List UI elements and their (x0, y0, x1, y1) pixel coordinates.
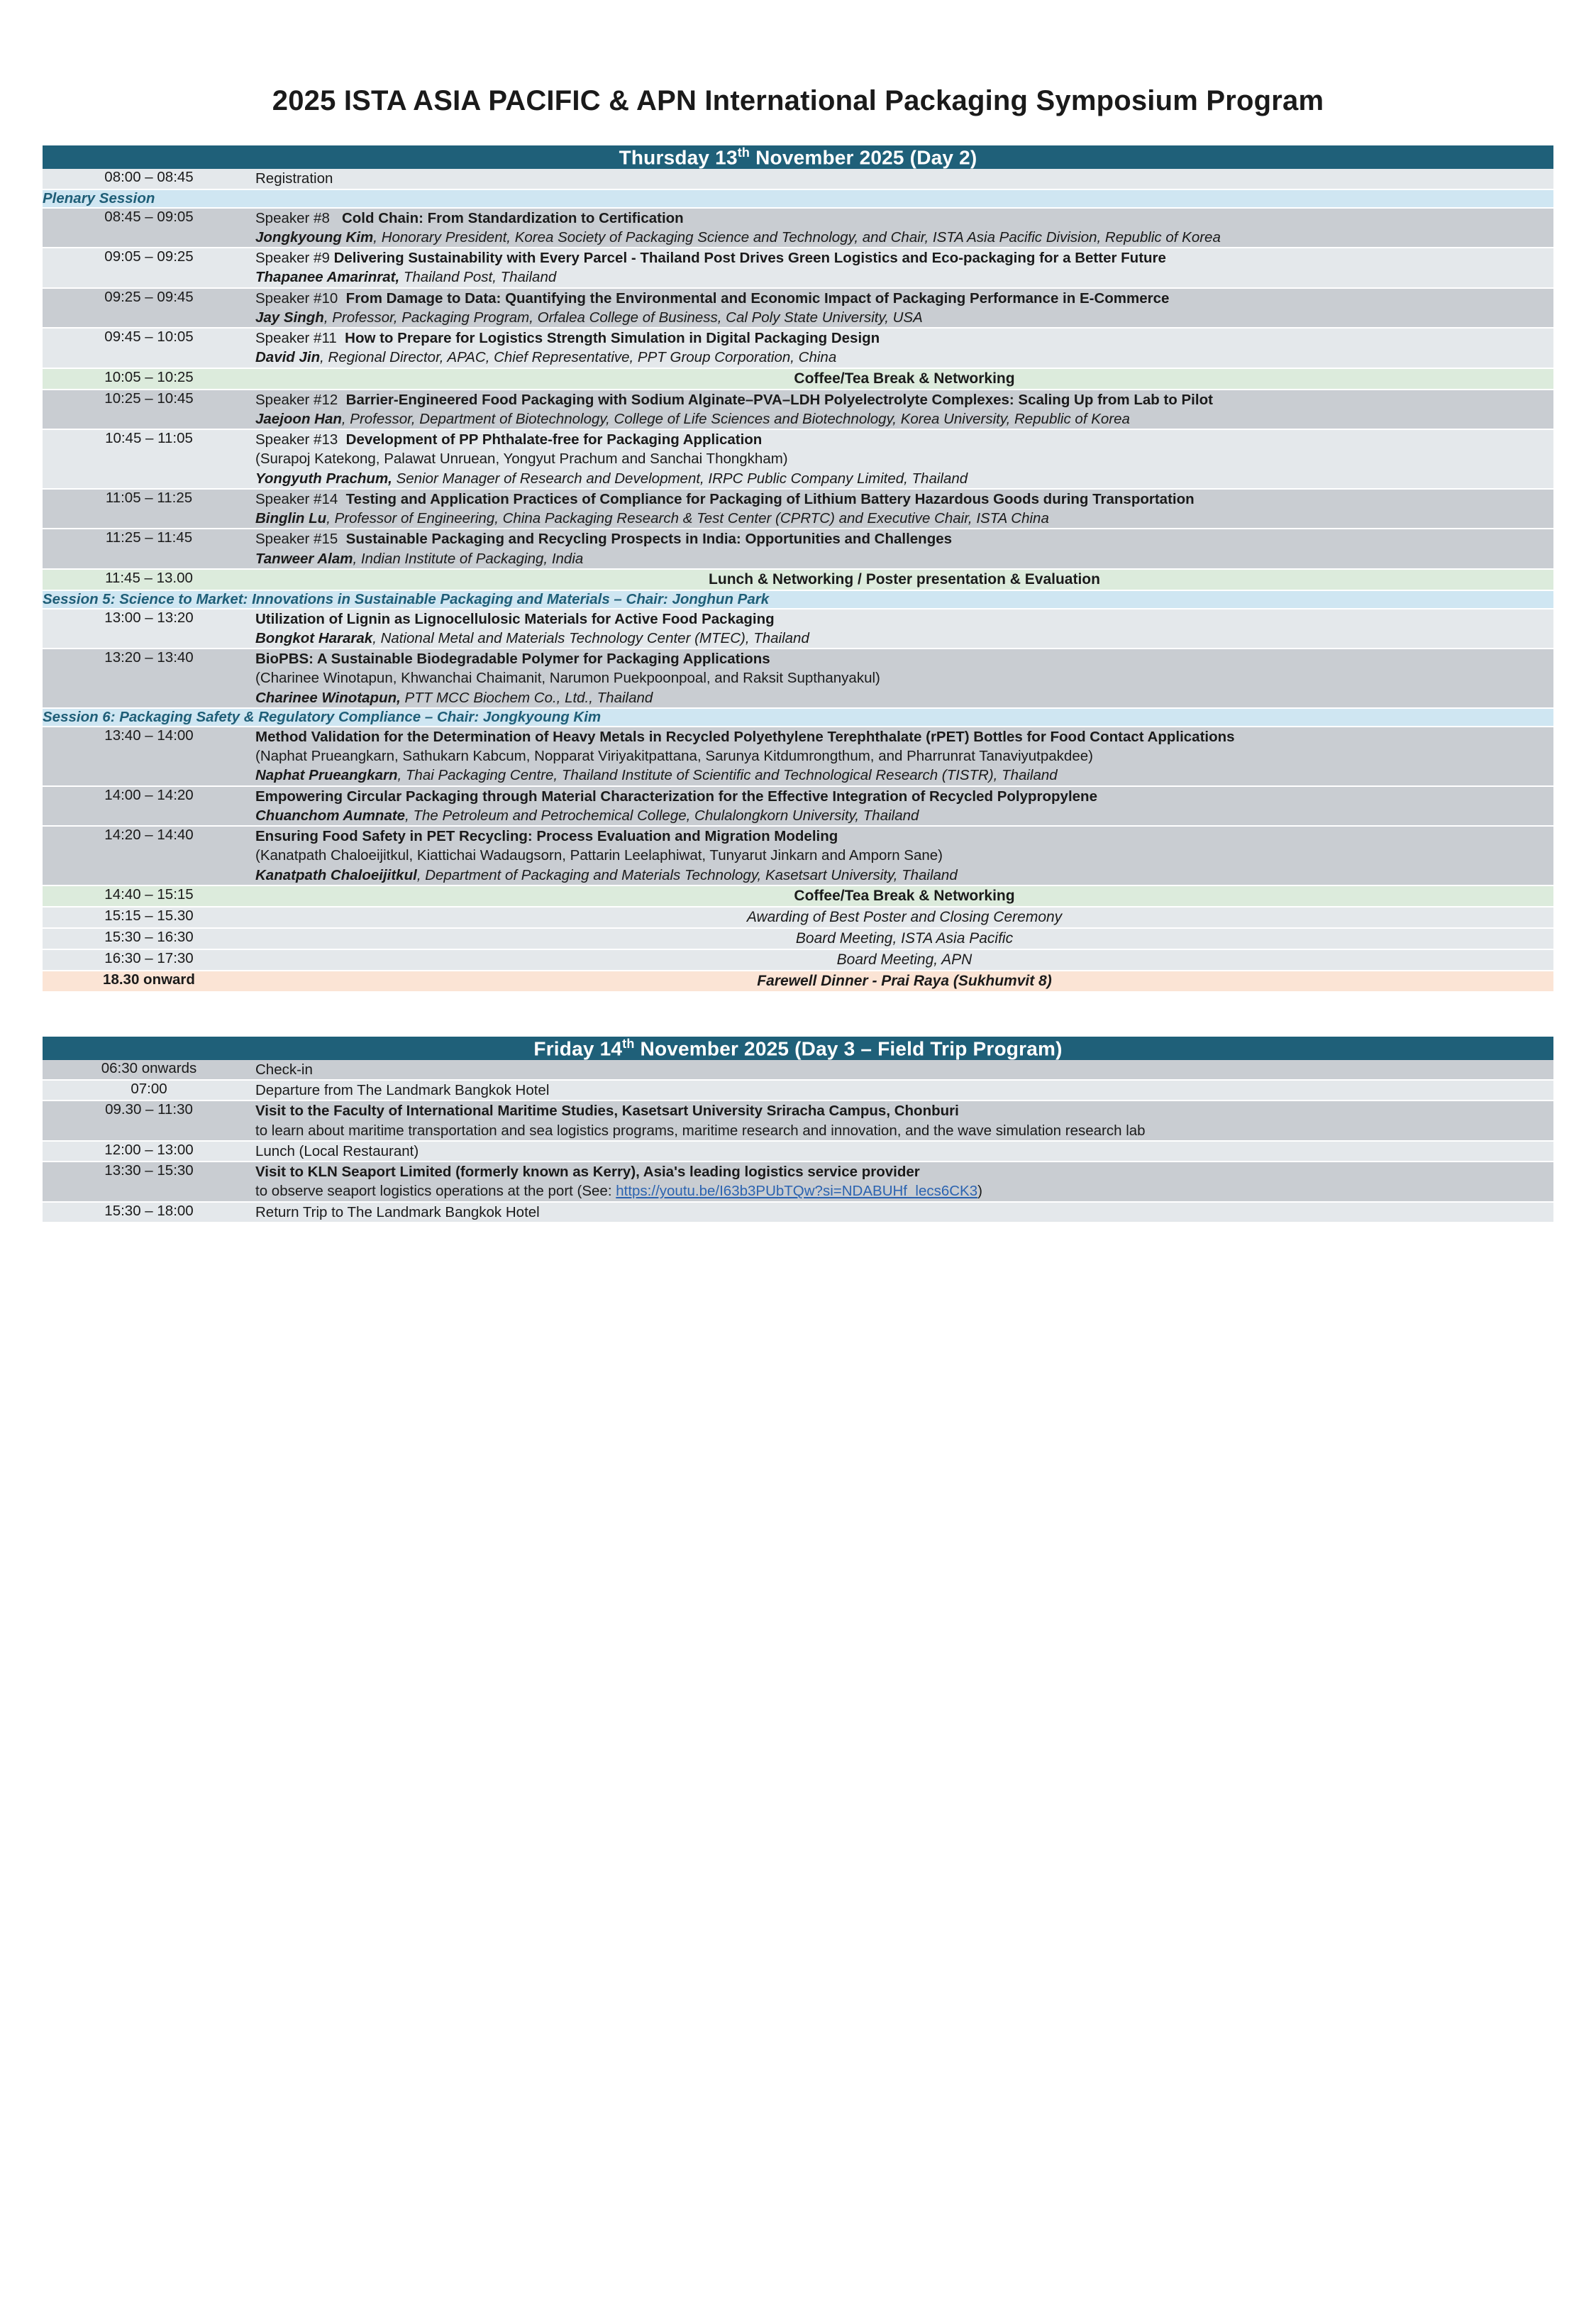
row-time: 06:30 onwards (43, 1060, 255, 1080)
row-content (255, 786, 1553, 827)
row-content (255, 489, 1553, 529)
talk-authors (255, 267, 1553, 287)
day3-schedule-table (43, 1037, 1553, 1223)
row-time: 18.30 onward (43, 971, 255, 992)
row-time: 13:30 – 15:30 (43, 1162, 255, 1202)
row-time: 10:25 – 10:45 (43, 390, 255, 430)
talk-authors (255, 348, 1553, 367)
table-row (43, 1202, 1553, 1223)
row-content: Registration (255, 169, 1553, 189)
visit-note-after: ) (977, 1183, 982, 1200)
row-content (255, 826, 1553, 886)
day3-header-row (43, 1037, 1553, 1060)
talk-authors (255, 549, 1553, 568)
talk-coauthors: (Kanatpath Chaloeijitkul, Kiattichai Wadaugsorn, Pattarin Leelaphiwat, Tunyarut Jinkarn and Amporn Sane) (255, 847, 943, 864)
row-content (255, 609, 1553, 649)
table-row (43, 949, 1553, 971)
table-row (43, 390, 1553, 430)
day2-schedule-table (43, 145, 1553, 993)
author-name: Chuanchom Aumnate (255, 807, 406, 824)
author-affiliation: , The Petroleum and Petrochemical College, Chulalongkorn University, Thailand (405, 807, 919, 824)
row-content (255, 390, 1553, 430)
row-content: Lunch & Networking / Poster presentation & Evaluation (255, 569, 1553, 590)
talk-authors (255, 688, 1553, 707)
author-name: Naphat Prueangkarn (255, 767, 398, 784)
row-content: Awarding of Best Poster and Closing Ceremony (255, 907, 1553, 928)
row-time: 09:45 – 10:05 (43, 328, 255, 368)
row-time: 10:05 – 10:25 (43, 368, 255, 390)
row-time: 11:05 – 11:25 (43, 489, 255, 529)
row-time: 13:20 – 13:40 (43, 649, 255, 708)
author-affiliation: , Department of Packaging and Materials Technology, Kasetsart University, Thailand (416, 866, 958, 883)
speaker-label: Speaker #10 (255, 289, 338, 307)
table-row (43, 609, 1553, 649)
row-content: Board Meeting, ISTA Asia Pacific (255, 928, 1553, 949)
row-content (255, 727, 1553, 786)
author-affiliation: , Professor of Engineering, China Packaging Research & Test Center (CPRTC) and Executive Chair, ISTA China (326, 510, 1049, 526)
author-name: Thapanee Amarinrat, (255, 269, 400, 286)
row-content (255, 1162, 1553, 1202)
row-time: 10:45 – 11:05 (43, 429, 255, 489)
talk-title: Cold Chain: From Standardization to Certification (341, 209, 684, 226)
visit-title: Visit to KLN Seaport Limited (formerly known as Kerry), Asia's leading logistics service provider (255, 1164, 920, 1181)
speaker-label: Speaker #14 (255, 490, 338, 507)
day2-header-sup: th (737, 145, 750, 160)
speaker-label: Speaker #8 (255, 209, 330, 226)
talk-authors (255, 308, 1553, 327)
row-time: 09.30 – 11:30 (43, 1100, 255, 1141)
table-row (43, 429, 1553, 489)
author-name: Kanatpath Chaloeijitkul (255, 866, 417, 883)
table-row (43, 1080, 1553, 1100)
author-affiliation: Senior Manager of Research and Development, IRPC Public Company Limited, Thailand (392, 470, 968, 487)
row-time: 13:40 – 14:00 (43, 727, 255, 786)
table-row (43, 826, 1553, 886)
table-row (43, 248, 1553, 288)
row-content: Lunch (Local Restaurant) (255, 1141, 1553, 1162)
talk-authors (255, 228, 1553, 247)
table-row (43, 208, 1553, 248)
row-time: 15:30 – 18:00 (43, 1202, 255, 1223)
talk-authors (255, 409, 1553, 429)
session-header-row (43, 590, 1553, 609)
table-row (43, 928, 1553, 949)
author-affiliation: , Professor, Department of Biotechnology, College of Life Sciences and Biotechnology, Korea University, Republic of Korea (341, 410, 1130, 427)
day2-header-rest: November 2025 (Day 2) (750, 146, 977, 169)
talk-title: Testing and Application Practices of Compliance for Packaging of Lithium Battery Hazardous Goods during Transportation (345, 490, 1195, 507)
speaker-label: Speaker #12 (255, 391, 338, 408)
talk-coauthors: (Surapoj Katekong, Palawat Unruean, Yongyut Prachum and Sanchai Thongkham) (255, 451, 788, 468)
talk-title: Sustainable Packaging and Recycling Prospects in India: Opportunities and Challenges (345, 531, 953, 548)
page-title: 2025 ISTA ASIA PACIFIC & APN International Packaging Symposium Program (272, 85, 1324, 116)
row-time: 15:15 – 15.30 (43, 907, 255, 928)
row-time: 09:25 – 09:45 (43, 288, 255, 329)
speaker-label: Speaker #15 (255, 531, 338, 548)
row-content: Departure from The Landmark Bangkok Hotel (255, 1080, 1553, 1100)
talk-title: How to Prepare for Logistics Strength Simulation in Digital Packaging Design (345, 330, 880, 347)
speaker-label: Speaker #11 (255, 330, 337, 347)
author-name: Jaejoon Han (255, 410, 342, 427)
row-content: Farewell Dinner - Prai Raya (Sukhumvit 8) (255, 971, 1553, 992)
session-header-row (43, 189, 1553, 208)
table-row (43, 727, 1553, 786)
day3-header-main: Friday 14 (533, 1037, 623, 1059)
talk-authors (255, 806, 1553, 825)
row-content: Coffee/Tea Break & Networking (255, 886, 1553, 907)
row-content (255, 529, 1553, 569)
table-row (43, 907, 1553, 928)
row-time: 08:00 – 08:45 (43, 169, 255, 189)
talk-title: Delivering Sustainability with Every Parcel - Thailand Post Drives Green Logistics and Eco-packaging for a Better Future (333, 250, 1166, 267)
session-header-row (43, 708, 1553, 727)
table-row (43, 1162, 1553, 1202)
talk-authors (255, 866, 1553, 885)
video-link[interactable]: https://youtu.be/I63b3PUbTQw?si=NDABUHf_lecs6CK3 (616, 1183, 978, 1200)
author-name: David Jin (255, 349, 321, 366)
talk-coauthors: (Charinee Winotapun, Khwanchai Chaimanit, Narumon Puekpoonpoal, and Raksit Supthanyakul) (255, 670, 880, 687)
author-affiliation: , Indian Institute of Packaging, India (353, 550, 584, 567)
day3-header-rest: November 2025 (Day 3 – Field Trip Program) (634, 1037, 1063, 1059)
row-time: 16:30 – 17:30 (43, 949, 255, 971)
row-time: 07:00 (43, 1080, 255, 1100)
speaker-label: Speaker #9 (255, 250, 330, 267)
author-name: Charinee Winotapun, (255, 689, 401, 706)
author-affiliation: PTT MCC Biochem Co., Ltd., Thailand (400, 689, 653, 706)
author-name: Yongyuth Prachum, (255, 470, 392, 487)
table-row (43, 886, 1553, 907)
session-header: Session 6: Packaging Safety & Regulatory Compliance – Chair: Jongkyoung Kim (43, 708, 1553, 727)
row-time: 13:00 – 13:20 (43, 609, 255, 649)
row-time: 09:05 – 09:25 (43, 248, 255, 288)
talk-title: Utilization of Lignin as Lignocellulosic Materials for Active Food Packaging (255, 610, 775, 627)
table-row (43, 288, 1553, 329)
table-row (43, 1060, 1553, 1080)
author-name: Bongkot Hararak (255, 629, 373, 646)
table-row (43, 529, 1553, 569)
row-content (255, 208, 1553, 248)
row-content (255, 248, 1553, 288)
table-row (43, 971, 1553, 992)
author-affiliation: , Regional Director, APAC, Chief Representative, PPT Group Corporation, China (320, 349, 837, 366)
talk-authors (255, 469, 1553, 488)
talk-authors (255, 766, 1553, 785)
row-time: 11:45 – 13.00 (43, 569, 255, 590)
row-time: 08:45 – 09:05 (43, 208, 255, 248)
talk-title: Barrier-Engineered Food Packaging with Sodium Alginate–PVA–LDH Polyelectrolyte Complexes: Scaling Up from Lab to Pilot (345, 391, 1213, 408)
author-name: Tanweer Alam (255, 550, 353, 567)
author-name: Binglin Lu (255, 510, 327, 526)
talk-title: From Damage to Data: Quantifying the Environmental and Economic Impact of Packaging Performance in E-Commerce (345, 289, 1170, 307)
talk-title: BioPBS: A Sustainable Biodegradable Polymer for Packaging Applications (255, 651, 770, 668)
row-content: Check-in (255, 1060, 1553, 1080)
table-row (43, 1141, 1553, 1162)
table-row (43, 489, 1553, 529)
day3-header (43, 1037, 1553, 1060)
row-content (255, 429, 1553, 489)
table-row (43, 368, 1553, 390)
talk-title: Ensuring Food Safety in PET Recycling: Process Evaluation and Migration Modeling (255, 828, 838, 845)
talk-title: Empowering Circular Packaging through Material Characterization for the Effective Integration of Recycled Polypropylene (255, 788, 1097, 805)
day2-header-main: Thursday 13 (619, 146, 738, 169)
author-affiliation: Thailand Post, Thailand (399, 269, 557, 286)
row-content (255, 649, 1553, 708)
table-row (43, 569, 1553, 590)
visit-note (255, 1181, 1553, 1201)
talk-authors (255, 509, 1553, 528)
session-header: Plenary Session (43, 189, 1553, 208)
visit-title: Visit to the Faculty of International Maritime Studies, Kasetsart University Sriracha Campus, Chonburi (255, 1103, 959, 1120)
row-time: 14:00 – 14:20 (43, 786, 255, 827)
row-content (255, 1100, 1553, 1141)
author-name: Jongkyoung Kim (255, 228, 374, 246)
talk-coauthors: (Naphat Prueangkarn, Sathukarn Kabcum, Nopparat Viriyakitpattana, Sarunya Kitdumrongthum, and Pharrunrat Tanaviyutpakdee) (255, 748, 1093, 765)
author-affiliation: , Thai Packaging Centre, Thailand Institute of Scientific and Technological Research (TISTR), Thailand (397, 767, 1058, 784)
row-time: 11:25 – 11:45 (43, 529, 255, 569)
session-header: Session 5: Science to Market: Innovations in Sustainable Packaging and Materials – Chair: Jonghun Park (43, 590, 1553, 609)
speaker-label: Speaker #13 (255, 431, 338, 448)
row-content: Board Meeting, APN (255, 949, 1553, 971)
row-time: 12:00 – 13:00 (43, 1141, 255, 1162)
table-row (43, 1100, 1553, 1141)
author-affiliation: , Honorary President, Korea Society of Packaging Science and Technology, and Chair, ISTA Asia Pacific Division, Republic of Korea (373, 228, 1221, 246)
day2-header-row (43, 145, 1553, 169)
section-gap (43, 993, 1553, 1037)
table-row (43, 328, 1553, 368)
row-content (255, 288, 1553, 329)
row-time: 14:40 – 15:15 (43, 886, 255, 907)
row-content (255, 328, 1553, 368)
visit-note: to learn about maritime transportation and sea logistics programs, maritime research and innovation, and the wave simulation research lab (255, 1122, 1146, 1139)
table-row (43, 649, 1553, 708)
author-affiliation: , Professor, Packaging Program, Orfalea College of Business, Cal Poly State University, USA (323, 309, 923, 326)
author-name: Jay Singh (255, 309, 324, 326)
row-content: Coffee/Tea Break & Networking (255, 368, 1553, 390)
author-affiliation: , National Metal and Materials Technology Center (MTEC), Thailand (372, 629, 809, 646)
talk-authors (255, 629, 1553, 648)
talk-title: Development of PP Phthalate-free for Packaging Application (345, 431, 763, 448)
row-time: 15:30 – 16:30 (43, 928, 255, 949)
row-content: Return Trip to The Landmark Bangkok Hotel (255, 1202, 1553, 1223)
day3-header-sup: th (622, 1036, 635, 1051)
table-row (43, 786, 1553, 827)
day2-header (43, 145, 1553, 169)
row-time: 14:20 – 14:40 (43, 826, 255, 886)
visit-note-before: to observe seaport logistics operations at the port (See: (255, 1183, 616, 1200)
talk-title: Method Validation for the Determination of Heavy Metals in Recycled Polyethylene Terephthalate (rPET) Bottles for Food Contact Applications (255, 728, 1235, 745)
table-row (43, 169, 1553, 189)
